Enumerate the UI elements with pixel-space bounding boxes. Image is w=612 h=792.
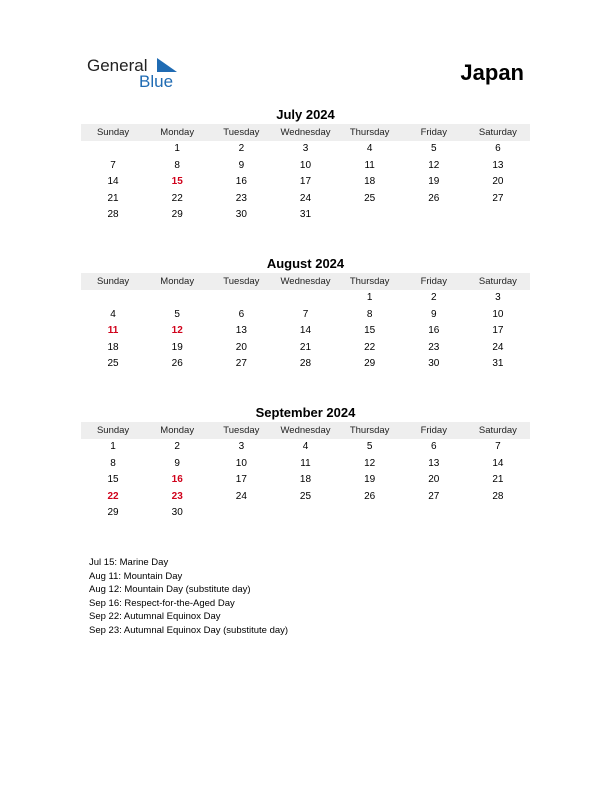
day-cell: 8 (174, 159, 180, 171)
day-cell: 26 (171, 358, 183, 369)
day-cell: 28 (107, 209, 119, 220)
day-cell: 18 (299, 474, 312, 485)
day-cell: 24 (299, 192, 312, 204)
month-title: September 2024 (255, 405, 356, 420)
day-cell: 5 (430, 143, 437, 154)
day-cell: 8 (110, 457, 116, 469)
day-cell: 14 (107, 176, 119, 187)
weekday-header (81, 422, 530, 439)
month-title: August 2024 (266, 256, 345, 271)
day-cell: 18 (364, 176, 376, 187)
day-cell: 17 (492, 325, 504, 336)
weekday-label: Wednesday (280, 425, 331, 436)
weekday-label: Friday (420, 276, 447, 287)
weekday-header (81, 124, 530, 141)
day-cell: 16 (235, 176, 247, 187)
day-cell: 15 (107, 474, 119, 485)
empty-day-cell (273, 505, 337, 522)
day-cell: 23 (171, 490, 183, 502)
holiday-entry: Aug 11: Mountain Day (89, 570, 183, 582)
weekday-label: Tuesday (223, 425, 260, 436)
holiday-entry: Sep 22: Autumnal Equinox Day (89, 611, 221, 623)
day-cell: 29 (364, 358, 376, 369)
day-cell: 14 (299, 325, 312, 336)
day-grid (81, 439, 530, 522)
day-cell: 26 (364, 490, 376, 502)
weekday-label: Saturday (478, 127, 517, 138)
day-cell: 20 (235, 341, 247, 353)
day-cell: 11 (107, 325, 119, 336)
day-cell: 7 (495, 441, 501, 452)
day-cell: 1 (110, 441, 116, 452)
day-cell: 30 (171, 507, 183, 518)
month-september (81, 404, 530, 522)
day-cell: 20 (492, 176, 504, 187)
day-cell: 13 (492, 159, 504, 171)
day-cell: 17 (299, 176, 312, 187)
weekday-label: Sunday (96, 127, 130, 138)
empty-day-cell (338, 207, 402, 224)
day-cell: 25 (364, 192, 376, 204)
country-title: Japan (460, 60, 524, 85)
day-cell: 22 (171, 192, 183, 204)
day-cell: 1 (174, 143, 180, 154)
day-cell: 25 (299, 490, 312, 502)
day-cell: 7 (302, 308, 309, 320)
day-cell: 10 (492, 308, 504, 320)
day-cell: 3 (238, 441, 245, 452)
day-cell: 19 (428, 176, 440, 187)
day-cell: 23 (235, 192, 247, 204)
holiday-entry: Jul 15: Marine Day (89, 557, 169, 568)
day-cell: 15 (364, 325, 376, 336)
weekday-label: Saturday (478, 276, 517, 287)
day-cell: 9 (430, 308, 437, 320)
day-cell: 15 (171, 176, 183, 187)
empty-day-cell (466, 207, 530, 224)
day-cell: 24 (492, 341, 504, 353)
day-cell: 10 (299, 159, 312, 171)
day-cell: 21 (299, 341, 312, 353)
day-cell: 31 (299, 209, 312, 220)
empty-day-cell (81, 141, 145, 158)
weekday-header (81, 273, 530, 290)
day-cell: 2 (174, 441, 180, 452)
day-cell: 4 (302, 441, 309, 452)
holiday-entry: Aug 12: Mountain Day (substitute day) (89, 584, 251, 596)
empty-day-cell (209, 505, 273, 522)
weekday-label: Friday (420, 127, 447, 138)
day-cell: 24 (235, 490, 247, 502)
day-cell: 22 (364, 341, 376, 353)
day-cell: 26 (428, 192, 440, 204)
weekday-label: Saturday (478, 425, 517, 436)
empty-day-cell (402, 505, 466, 522)
generalblue-logo (87, 56, 187, 92)
weekday-label: Friday (420, 425, 447, 436)
day-cell: 12 (364, 457, 376, 469)
day-cell: 3 (495, 292, 501, 303)
holiday-entry: Sep 16: Respect-for-the-Aged Day (89, 597, 235, 609)
month-title: July 2024 (276, 107, 335, 122)
day-cell: 17 (235, 474, 247, 485)
weekday-label: Monday (160, 425, 195, 436)
day-cell: 22 (107, 490, 119, 502)
day-cell: 19 (171, 341, 183, 353)
day-grid (81, 141, 530, 224)
weekday-label: Sunday (96, 276, 130, 287)
day-cell: 20 (428, 474, 440, 485)
empty-day-cell (209, 290, 273, 307)
day-cell: 21 (107, 192, 119, 204)
weekday-label: Thursday (349, 127, 390, 138)
empty-day-cell (466, 505, 530, 522)
month-august (81, 255, 530, 373)
day-cell: 25 (107, 358, 119, 369)
day-cell: 12 (428, 159, 440, 171)
empty-day-cell (338, 505, 402, 522)
day-cell: 4 (366, 143, 373, 154)
weekday-label: Sunday (96, 425, 130, 436)
day-cell: 27 (428, 490, 440, 502)
day-cell: 9 (174, 457, 180, 469)
weekday-label: Wednesday (280, 276, 331, 287)
day-cell: 16 (171, 474, 183, 485)
day-cell: 27 (492, 192, 504, 204)
day-grid (81, 290, 530, 373)
day-cell: 21 (492, 474, 504, 485)
day-cell: 13 (235, 325, 247, 336)
day-cell: 5 (174, 308, 180, 320)
day-cell: 30 (235, 209, 247, 220)
day-cell: 30 (428, 358, 440, 369)
day-cell: 9 (238, 159, 245, 171)
day-cell: 29 (171, 209, 183, 220)
day-cell: 10 (235, 457, 247, 469)
day-cell: 28 (299, 358, 312, 369)
day-cell: 31 (492, 358, 504, 369)
day-cell: 4 (110, 308, 116, 320)
day-cell: 1 (366, 292, 373, 303)
day-cell: 13 (428, 457, 440, 469)
weekday-label: Thursday (349, 276, 390, 287)
month-july (81, 106, 530, 224)
day-cell: 8 (366, 308, 373, 320)
day-cell: 6 (430, 441, 437, 452)
day-cell: 11 (300, 457, 311, 469)
day-cell: 6 (238, 308, 245, 320)
empty-day-cell (81, 290, 145, 307)
logo-text-general: General (87, 56, 148, 75)
day-cell: 2 (430, 292, 437, 303)
holiday-list (89, 556, 288, 638)
day-cell: 11 (364, 159, 375, 171)
logo-triangle-icon (143, 58, 177, 72)
day-cell: 7 (110, 159, 116, 171)
day-cell: 29 (107, 507, 119, 518)
day-cell: 5 (366, 441, 373, 452)
day-cell: 27 (235, 358, 247, 369)
weekday-label: Monday (160, 127, 195, 138)
logo-text-blue: Blue (139, 72, 174, 91)
empty-day-cell (402, 207, 466, 224)
day-cell: 16 (428, 325, 440, 336)
day-cell: 12 (171, 325, 183, 336)
day-cell: 18 (107, 341, 119, 353)
empty-day-cell (273, 290, 337, 307)
day-cell: 19 (364, 474, 376, 485)
weekday-label: Thursday (349, 425, 390, 436)
weekday-label: Tuesday (223, 276, 260, 287)
day-cell: 28 (492, 490, 504, 502)
day-cell: 6 (495, 143, 501, 154)
empty-day-cell (145, 290, 209, 307)
weekday-label: Monday (160, 276, 195, 287)
day-cell: 3 (302, 143, 309, 154)
day-cell: 2 (238, 143, 245, 154)
day-cell: 14 (492, 457, 504, 469)
holiday-entry: Sep 23: Autumnal Equinox Day (substitute day) (89, 624, 289, 636)
day-cell: 23 (428, 341, 440, 353)
weekday-label: Tuesday (223, 127, 260, 138)
weekday-label: Wednesday (280, 127, 331, 138)
